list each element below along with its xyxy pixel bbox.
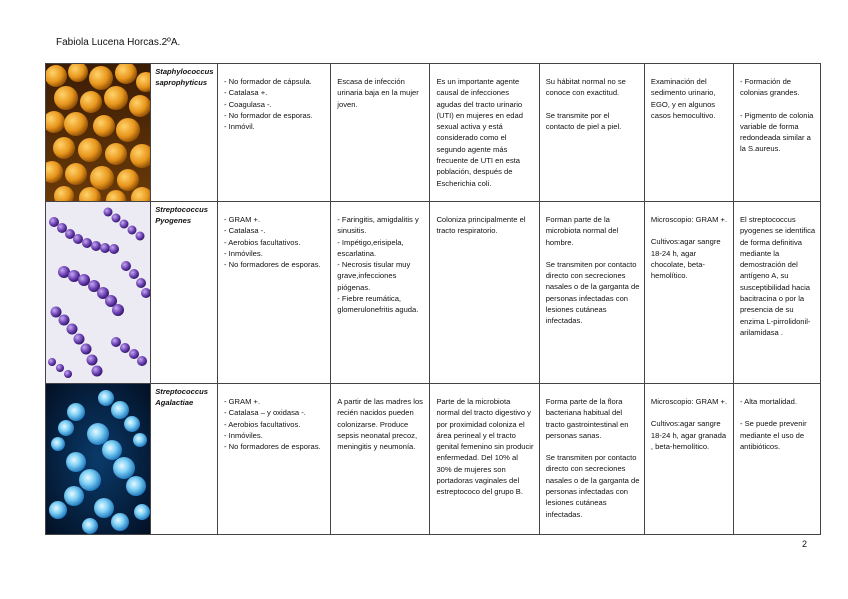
morphology-line: - Inmóvil. [223,122,255,132]
diagnosis-text: Microscopio: GRAM +. [650,397,728,406]
morphology-line: - Aerobios facultativos. [223,237,301,247]
observations-text: - Se puede prevenir mediante el uso de antibióticos. [739,419,807,451]
habitat-cell [539,384,644,535]
agalactiae-image [46,384,151,535]
habitat-cell [539,64,644,202]
diseases-text: - Fiebre reumática, glomerulonefritis aguda. [337,294,419,315]
streptococcus-pyogenes-micrograph [46,202,150,383]
morphology-line: - Catalasa -. [223,226,266,236]
observations-text: - Formación de colonias grandes. [739,77,800,98]
habitat-text: Forman parte de la microbiota normal del hombre. [545,215,619,247]
diagnosis-text: Examinación del sedimento urinario, EGO, y en algunos casos hemocultivo. [650,77,716,120]
diseases-cell [331,384,430,535]
diseases-text: - Necrosis tisular muy grave,infecciones piógenas. [337,260,411,292]
author-header: Fabiola Lucena Horcas.2ºA. [56,37,181,48]
staphylococcus-image [46,64,151,202]
morphology-line: - Aerobios facultativos. [223,419,301,429]
morphology-cell [217,384,330,535]
morphology-line: - No formador de esporas. [223,110,313,120]
bacteria-name: Streptococcus Pyogenes [151,202,218,384]
diseases-cell [331,202,430,384]
pyogenes-image [46,202,151,384]
morphology-line: - No formador de cápsula. [223,77,312,86]
habitat-text: Su hábitat normal no se conoce con exactitud. [545,77,626,98]
table-row-agalactiae [46,384,821,535]
diseases-text: - Impétigo,erisipela, escarlatina. [337,237,404,258]
table-row-pyogenes [46,202,821,384]
diagnosis-cell [644,202,733,384]
morphology-line: - Inmóviles. [223,430,263,440]
staphylococcus-micrograph [46,64,150,201]
observations-text: - Alta mortalidad. [739,397,797,406]
morphology-line: - Coagulasa -. [223,99,272,109]
habitat-text: Forma parte de la flora bacteriana habitual del tracto gastrointestinal en personas sanas. [545,397,629,440]
table-row-staphylococcus [46,64,821,202]
observations-text: El streptococcus pyogenes se identifica de forma definitiva mediante la demostración del antígeno A, su susceptibilidad hacia bacitracina o por la presencia de su enzima L-pirrolidonil-arilamidasa . [739,215,816,337]
observations-cell [733,64,820,202]
morphology-line: - Catalasa – y oxidasa -. [223,408,306,418]
diagnosis-cell [644,384,733,535]
pathogenicity-cell [430,384,539,535]
observations-cell [733,384,820,535]
morphology-cell [217,64,330,202]
diseases-text: - Faringitis, amigdalitis y sinusitis. [337,215,419,236]
observations-cell [733,202,820,384]
pathogenicity-text: Parte de la microbiota normal del tracto digestivo y por proximidad coloniza el área perineal y el tracto genital femenino sin producir enfermedad. Del 10% al 30% de mujeres son portadoras vaginales del estreptococo del grupo B. [436,397,534,497]
bacteria-name: Staphylococcus saprophyticus [151,64,218,202]
morphology-line: - Catalasa +. [223,88,268,98]
morphology-line: - No formadores de esporas. [223,260,321,270]
pathogenicity-text: Es un importante agente causal de infecciones agudas del tracto urinario (UTI) en mujeres en edad sexual activa y está considerado como el segundo agente más frecuente de UTI en esta población, después de Escherichia coli. [436,77,523,188]
pathogenicity-cell [430,202,539,384]
diseases-text: A partir de las madres los recién nacidos pueden colonizarse. Produce sepsis neonatal precoz, meningitis y neumonía. [337,397,423,452]
bacteria-name: Streptococcus Agalactiae [151,384,218,535]
habitat-text: Se transmiten por contacto directo con secreciones nasales o de la garganta de personas infectadas con lesiones cutáneas infectadas. [545,453,640,519]
morphology-line: - Inmóviles. [223,248,263,258]
habitat-text: Se transmite por el contacto de piel a piel. [545,110,622,131]
streptococcus-agalactiae-micrograph [46,384,150,534]
diagnosis-text: Microscopio: GRAM +. [650,215,728,224]
habitat-text: Se transmiten por contacto directo con secreciones nasales o de la garganta de personas infectadas con lesiones cutáneas infectadas. [545,259,640,326]
diseases-cell [331,64,430,202]
page-number: 2 [802,539,808,549]
observations-text: - Pigmento de colonia variable de forma redondeada similar a la S.aureus. [739,110,814,154]
pathogenicity-cell [430,64,539,202]
bacteria-table [45,63,821,535]
morphology-line: - GRAM +. [223,397,261,406]
diagnosis-text: Cultivos:agar sangre 18-24 h, agar granada , beta-hemolítico. [650,419,727,451]
diagnosis-cell [644,64,733,202]
pathogenicity-text: Coloniza principalmente el tracto respiratorio. [436,215,526,236]
habitat-cell [539,202,644,384]
morphology-line: - GRAM +. [223,215,261,224]
morphology-cell [217,202,330,384]
diseases-text: Escasa de infección urinaria baja en la mujer joven. [337,77,419,109]
morphology-line: - No formadores de esporas. [223,442,321,452]
diagnosis-text: Cultivos:agar sangre 18-24 h, agar chocolate, beta-hemolítico. [650,237,721,281]
